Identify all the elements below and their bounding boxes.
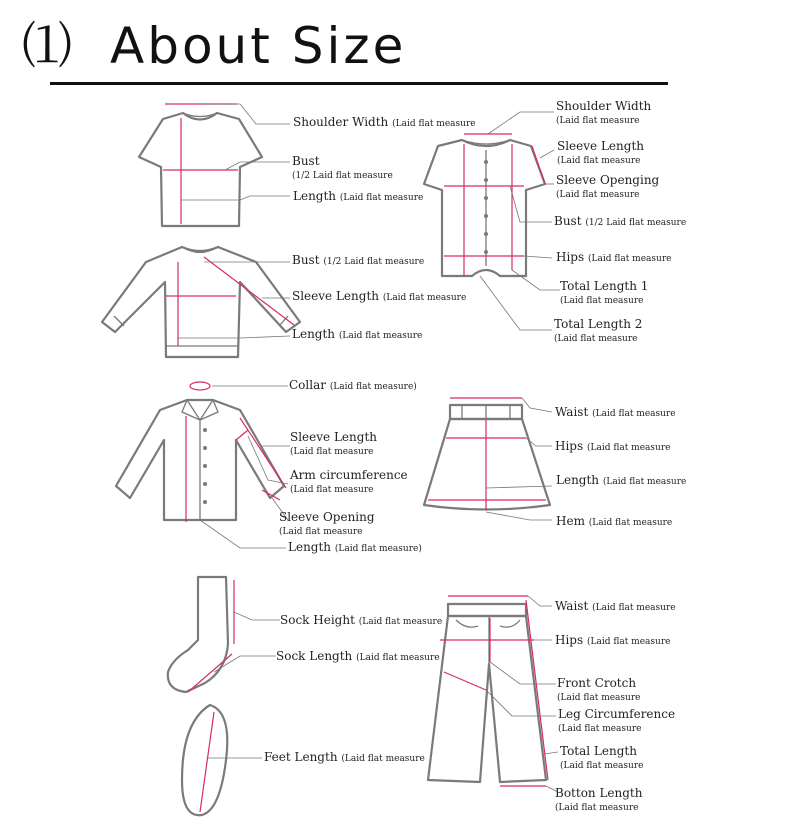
- page-title: About Size: [110, 17, 407, 75]
- romper-shoulder-label: Shoulder Width (Laid flat measure: [556, 99, 652, 126]
- skirt-waist-label: Waist (Laid flat measure: [555, 405, 676, 419]
- romper-bust-label: Bust (1/2 Laid flat measure: [554, 214, 687, 228]
- skirt-length-label: Length (Laid flat measure: [556, 473, 687, 487]
- feet-length-label: Feet Length (Laid flat measure: [264, 750, 425, 764]
- pants-illustration: [428, 596, 548, 786]
- romper-opening-label: Sleeve Openging (Laid flat measure: [556, 173, 660, 200]
- shirt-sleeve-label: Sleeve Length (Laid flat measure: [290, 430, 377, 457]
- romper-total2-label: Total Length 2 (Laid flat measure: [554, 317, 643, 344]
- shirt-collar-label: Collar (Laid flat measure): [289, 378, 417, 392]
- romper-sleeve-label: Sleeve Length (Laid flat measure: [557, 139, 644, 166]
- sweater-leaders: [178, 262, 290, 338]
- shirt-leaders: [200, 386, 290, 548]
- shirt-length-label: Length (Laid flat measure): [288, 540, 422, 554]
- sweater-bust-label: Bust (1/2 Laid flat measure: [292, 253, 425, 267]
- pants-bottom-label: Botton Length (Laid flat measure: [555, 786, 643, 813]
- header-number: ⑴: [22, 17, 75, 75]
- tshirt-length-label: Length (Laid flat measure: [293, 189, 424, 203]
- shirt-arm-label: Arm circumference (Laid flat measure: [290, 468, 408, 495]
- shirt-illustration: [116, 382, 286, 522]
- romper-total1-label: Total Length 1 (Laid flat measure: [560, 279, 649, 306]
- pants-leaders: [486, 596, 558, 792]
- pants-total-label: Total Length (Laid flat measure: [560, 744, 644, 771]
- pants-waist-label: Waist (Laid flat measure: [555, 599, 676, 613]
- sweater-illustration: [102, 247, 300, 357]
- sweater-sleeve-label: Sleeve Length (Laid flat measure: [292, 289, 467, 303]
- skirt-leaders: [486, 398, 552, 520]
- tshirt-illustration: [139, 104, 262, 226]
- sweater-length-label: Length (Laid flat measure: [292, 327, 423, 341]
- skirt-illustration: [424, 398, 550, 510]
- pants-leg-label: Leg Circumference (Laid flat measure: [558, 707, 676, 734]
- pants-hips-label: Hips (Laid flat measure: [555, 633, 671, 647]
- sock-illustration: [168, 577, 234, 692]
- sock-height-label: Sock Height (Laid flat measure: [280, 613, 443, 627]
- skirt-hem-label: Hem (Laid flat measure: [556, 514, 673, 528]
- tshirt-shoulder-label: Shoulder Width (Laid flat measure: [293, 115, 476, 129]
- tshirt-bust-label: Bust (1/2 Laid flat measure: [292, 154, 393, 181]
- romper-hips-label: Hips (Laid flat measure: [556, 250, 672, 264]
- pants-crotch-label: Front Crotch (Laid flat measure: [557, 676, 641, 703]
- romper-illustration: [424, 134, 545, 276]
- sock-length-label: Sock Length (Laid flat measure: [276, 649, 440, 663]
- insole-illustration: [182, 705, 227, 815]
- shirt-opening-label: Sleeve Opening (Laid flat measure: [279, 510, 375, 537]
- skirt-hips-label: Hips (Laid flat measure: [555, 439, 671, 453]
